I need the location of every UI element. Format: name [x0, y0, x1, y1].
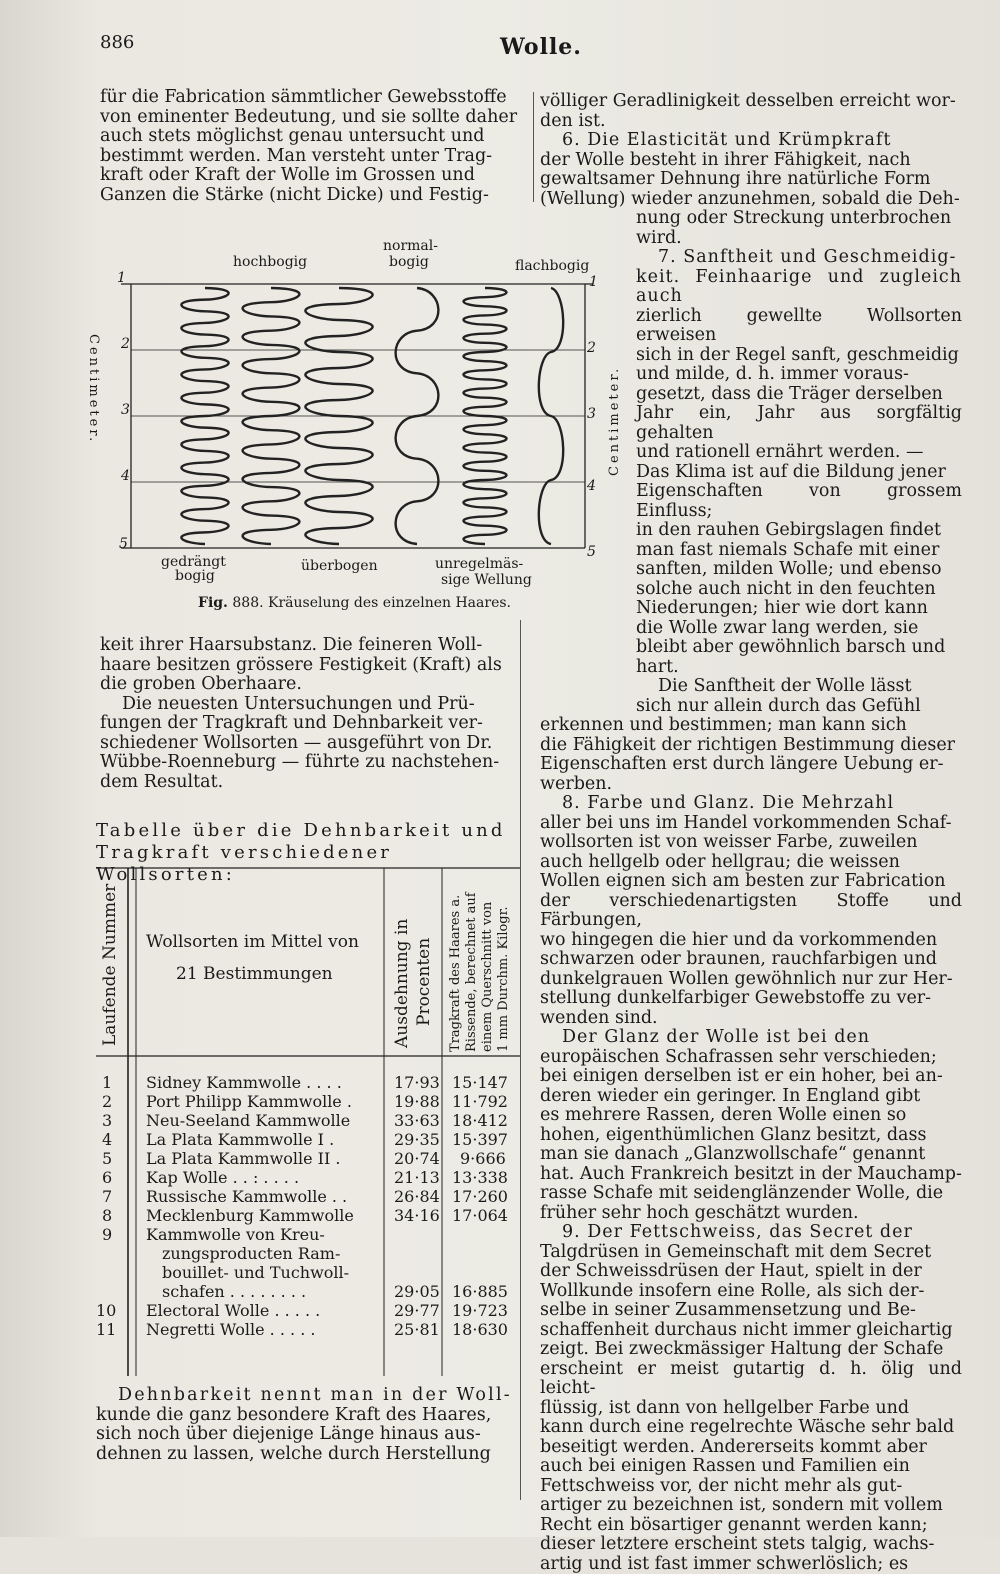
caption-text: 888. Kräuselung des einzelnen Haares. [232, 595, 511, 611]
text-line: stellung dunkelfarbiger Gewebstoffe zu ver- [540, 989, 962, 1009]
row-name: schafen . . . . . . . . [162, 1283, 306, 1301]
text-line: nung oder Streckung unterbrochen [636, 209, 962, 229]
row-tragkraft: 15·147 [452, 1074, 508, 1092]
text-line: dieser letztere erscheint stets talgig, wachs- [540, 1535, 962, 1555]
scale-number: 1 [589, 274, 598, 290]
label-flachbogig: flachbogig [515, 258, 589, 274]
wool-table [96, 866, 520, 1386]
centimeter-label-right: Centimeter. [607, 366, 622, 476]
text-line: auch stets möglichst genau untersucht und [100, 127, 525, 147]
scale-number: 2 [587, 340, 596, 356]
text-line: bei einigen derselben ist er ein hoher, bei an- [540, 1067, 962, 1087]
text-line: zierlich gewellte Wollsorten erweisen [636, 307, 962, 346]
text-line: artig und ist fast immer schwerlöslich; es [540, 1555, 962, 1574]
row-tragkraft: 18·630 [452, 1321, 508, 1339]
row-tragkraft: 9·666 [460, 1150, 506, 1168]
row-name: Electoral Wolle . . . . . [146, 1302, 320, 1320]
text-line: Fettschweiss vor, der nicht mehr als gut- [540, 1477, 962, 1497]
text-line: sanften, milden Wolle; und ebenso [636, 560, 962, 580]
text-line: kraft oder Kraft der Wolle im Grossen und [100, 166, 525, 186]
crimp-figure [95, 236, 615, 616]
text-line: schwarzen oder braunen, rauchfarbigen und [540, 950, 962, 970]
text-line: 8. Farbe und Glanz. Die Mehrzahl [540, 794, 962, 814]
text-line: werben. [540, 775, 962, 795]
header-laufende-nummer: Laufende Nummer [100, 884, 120, 1046]
centimeter-label-left: Centimeter. [86, 334, 101, 444]
row-dehnung: 29·77 [394, 1302, 440, 1320]
header-ausdehnung: Ausdehnung in [392, 919, 412, 1048]
header-tragkraft-3: einem Querschnitt von [480, 902, 495, 1052]
text-line: Der Glanz der Wolle ist bei den [540, 1028, 962, 1048]
row-num: 10 [96, 1302, 116, 1320]
text-line: artiger zu bezeichnen ist, sondern mit vollem [540, 1496, 962, 1516]
row-name: Mecklenburg Kammwolle [146, 1207, 354, 1225]
row-dehnung: 19·88 [394, 1093, 440, 1111]
text-line: die groben Oberhaare. [100, 675, 518, 695]
text-line: auch bei einigen Rassen und Familien ein [540, 1457, 962, 1477]
text-line: sich noch über diejenige Länge hinaus aus- [96, 1425, 514, 1445]
text-line: Wübbe-Roenneburg — führte zu nachstehen- [100, 753, 518, 773]
caption-prefix: Fig. [198, 595, 228, 611]
text-line: Eigenschaften von grossem Einfluss; [636, 482, 962, 521]
header-bestimmungen: 21 Bestimmungen [176, 964, 333, 984]
text-line: gewaltsamer Dehnung ihre natürliche Form [540, 170, 962, 190]
text-line: kunde die ganz besondere Kraft des Haares, [96, 1406, 514, 1426]
table-title-line: Tabelle über die Dehnbarkeit und [96, 820, 516, 842]
text-line: keit. Feinhaarige und zugleich auch [636, 268, 962, 307]
label-gedraengt-2: bogig [175, 568, 215, 584]
text-line: europäischen Schafrassen sehr verschieden; [540, 1048, 962, 1068]
row-num: 2 [102, 1093, 112, 1111]
text-line: hohen, eigenthümlichen Glanz besitzt, dass [540, 1126, 962, 1146]
row-dehnung: 25·81 [394, 1321, 440, 1339]
text-line: flüssig, ist dann von hellgelber Farbe und [540, 1399, 962, 1419]
text-line: von eminenter Bedeutung, und sie sollte daher [100, 108, 525, 128]
text-line: Ganzen die Stärke (nicht Dicke) und Festig- [100, 186, 525, 206]
header-wollsorten: Wollsorten im Mittel von [146, 932, 359, 952]
left-column-top [100, 88, 525, 205]
row-name: zungsproducten Ram- [162, 1245, 340, 1263]
text-line: früher sehr hoch geschätzt wurden. [540, 1204, 962, 1224]
text-line: es mehrere Rassen, deren Wolle einen so [540, 1106, 962, 1126]
running-title: Wolle. [500, 34, 582, 60]
row-name: Port Philipp Kammwolle . [146, 1093, 352, 1111]
row-num: 1 [102, 1074, 112, 1092]
row-name: Neu-Seeland Kammwolle [146, 1112, 350, 1130]
text-line: keit ihrer Haarsubstanz. Die feineren Woll- [100, 636, 518, 656]
text-line: (Wellung) wieder anzunehmen, sobald die Deh- [540, 190, 962, 210]
row-name: Kammwolle von Kreu- [146, 1226, 325, 1244]
text-line: sich nur allein durch das Gefühl [636, 697, 962, 717]
text-line: bestimmt werden. Man versteht unter Trag- [100, 147, 525, 167]
text-line: fungen der Tragkraft und Dehnbarkeit ver- [100, 714, 518, 734]
row-dehnung: 29·05 [394, 1283, 440, 1301]
text-line: Talgdrüsen in Gemeinschaft mit dem Secret [540, 1243, 962, 1263]
row-name: La Plata Kammwolle II . [146, 1150, 341, 1168]
row-num: 6 [102, 1169, 112, 1187]
text-line: sich in der Regel sanft, geschmeidig [636, 346, 962, 366]
row-num: 11 [96, 1321, 116, 1339]
text-line: dem Resultat. [100, 773, 518, 793]
row-name: Russische Kammwolle . . [146, 1188, 347, 1206]
text-line: aller bei uns im Handel vorkommenden Schaf- [540, 814, 962, 834]
row-dehnung: 17·93 [394, 1074, 440, 1092]
figure-caption [198, 595, 511, 611]
scale-number: 1 [117, 270, 126, 286]
text-line: 9. Der Fettschweiss, das Secret der [540, 1223, 962, 1243]
row-num: 3 [102, 1112, 112, 1130]
label-hochbogig: hochbogig [233, 254, 307, 270]
header-tragkraft-4: 1 mm Durchm. Kilogr. [496, 906, 511, 1052]
text-line: hat. Auch Frankreich besitzt in der Mauchamp- [540, 1165, 962, 1185]
text-line: den ist. [540, 112, 962, 132]
label-unregelmaessig: unregelmäs- [435, 556, 523, 572]
label-gedraengt: gedrängt [161, 554, 226, 570]
text-line: haare besitzen grössere Festigkeit (Kraft) als [100, 656, 518, 676]
text-line: dehnen zu lassen, welche durch Herstellung [96, 1445, 514, 1465]
scale-number: 3 [587, 406, 596, 422]
scale-number: 2 [121, 336, 130, 352]
text-line: wird. [636, 229, 962, 249]
row-name: Kap Wolle . . : . . . . [146, 1169, 299, 1187]
text-line: dunkelgrauen Wollen gewöhnlich nur zur Her- [540, 970, 962, 990]
text-line: selbe in seiner Zusammensetzung und Be- [540, 1301, 962, 1321]
row-dehnung: 20·74 [394, 1150, 440, 1168]
text-line: wo hingegen die hier und da vorkommenden [540, 931, 962, 951]
header-tragkraft-2: Rissende, berechnet auf [464, 892, 479, 1052]
text-line: in den rauhen Gebirgslagen findet [636, 521, 962, 541]
row-name: Negretti Wolle . . . . . [146, 1321, 315, 1339]
row-name: bouillet- und Tuchwoll- [162, 1264, 349, 1282]
row-num: 8 [102, 1207, 112, 1225]
row-dehnung: 26·84 [394, 1188, 440, 1206]
text-line: 6. Die Elasticität und Krümpkraft [540, 131, 962, 151]
label-normal: normal- [383, 238, 438, 254]
scale-number: 3 [121, 402, 130, 418]
row-tragkraft: 11·792 [452, 1093, 508, 1111]
text-line: Jahr ein, Jahr aus sorgfältig gehalten [636, 404, 962, 443]
label-ueberbogen: überbogen [301, 558, 378, 574]
text-line: wenden sind. [540, 1009, 962, 1029]
text-line: Wollen eignen sich am besten zur Fabrication [540, 872, 962, 892]
text-line: Die neuesten Untersuchungen und Prü- [100, 695, 518, 715]
text-line: schaffenheit durchaus nicht immer gleichartig [540, 1321, 962, 1341]
table-title-line: Tragkraft verschiedener Wollsorten: [96, 842, 516, 886]
text-line: bleibt aber gewöhnlich barsch und [636, 638, 962, 658]
text-line: und milde, d. h. immer voraus- [636, 365, 962, 385]
row-dehnung: 33·63 [394, 1112, 440, 1130]
text-line: man sie danach „Glanzwollschafe“ genannt [540, 1145, 962, 1165]
scale-number: 4 [587, 478, 596, 494]
text-line: Eigenschaften erst durch längere Uebung er- [540, 755, 962, 775]
text-line: die Wolle zwar lang werden, sie [636, 619, 962, 639]
row-dehnung: 29·35 [394, 1131, 440, 1149]
row-tragkraft: 17·260 [452, 1188, 508, 1206]
text-line: beseitigt werden. Andererseits kommt aber [540, 1438, 962, 1458]
header-tragkraft-1: Tragkraft des Haares a. [448, 895, 463, 1052]
text-line: deren wieder ein geringer. In England gibt [540, 1087, 962, 1107]
left-column-middle [100, 636, 518, 792]
text-line: wollsorten ist von weisser Farbe, zuweilen [540, 833, 962, 853]
text-line: auch hellgelb oder hellgrau; die weissen [540, 853, 962, 873]
row-num: 4 [102, 1131, 112, 1149]
text-line: hart. [636, 658, 962, 678]
row-tragkraft: 16·885 [452, 1283, 508, 1301]
column-divider-top [533, 92, 534, 202]
page-number: 886 [100, 32, 134, 53]
text-line: Recht ein bösartiger genannt werden kann; [540, 1516, 962, 1536]
left-column-bottom [96, 1386, 514, 1464]
text-line: der Schweissdrüsen der Haut, spielt in der [540, 1262, 962, 1282]
text-line: schiedener Wollsorten — ausgeführt von Dr. [100, 734, 518, 754]
text-line: und rationell ernährt werden. — [636, 443, 962, 463]
text-line: Die Sanftheit der Wolle lässt [636, 677, 962, 697]
label-normal-2: bogig [389, 254, 429, 270]
text-line: gesetzt, dass die Träger derselben [636, 385, 962, 405]
scale-number: 5 [587, 544, 596, 560]
row-num: 5 [102, 1150, 112, 1168]
row-tragkraft: 18·412 [452, 1112, 508, 1130]
text-line: der verschiedenartigsten Stoffe und Färbungen, [540, 892, 962, 931]
text-line: kann durch eine regelrechte Wäsche sehr bald [540, 1418, 962, 1438]
text-line: rasse Schafe mit seidenglänzender Wolle, die [540, 1184, 962, 1204]
text-line: Das Klima ist auf die Bildung jener [636, 463, 962, 483]
scale-number: 5 [119, 536, 128, 552]
row-tragkraft: 17·064 [452, 1207, 508, 1225]
text-line: Wollkunde insofern eine Rolle, als sich der- [540, 1282, 962, 1302]
text-line: der Wolle besteht in ihrer Fähigkeit, nach [540, 151, 962, 171]
row-name: Sidney Kammwolle . . . . [146, 1074, 342, 1092]
text-line: für die Fabrication sämmtlicher Gewebsstoffe [100, 88, 525, 108]
column-divider [520, 620, 521, 1500]
scale-number: 4 [121, 468, 130, 484]
row-tragkraft: 13·338 [452, 1169, 508, 1187]
row-tragkraft: 15·397 [452, 1131, 508, 1149]
row-dehnung: 34·16 [394, 1207, 440, 1225]
label-unregelmaessig-2: sige Wellung [441, 572, 532, 588]
text-line: die Fähigkeit der richtigen Bestimmung dieser [540, 736, 962, 756]
crimp-diagram [95, 236, 615, 596]
row-num: 7 [102, 1188, 112, 1206]
text-line: 7. Sanftheit und Geschmeidig- [636, 248, 962, 268]
text-line: solche auch nicht in den feuchten [636, 580, 962, 600]
text-line: zeigt. Bei zweckmässiger Haltung der Schafe [540, 1340, 962, 1360]
text-line: völliger Geradlinigkeit desselben erreicht wor- [540, 92, 962, 112]
header-procenten: Procenten [414, 938, 434, 1026]
text-line: erscheint er meist gutartig d. h. ölig und leicht- [540, 1360, 962, 1399]
text-line: man fast niemals Schafe mit einer [636, 541, 962, 561]
right-column [540, 92, 962, 1574]
row-name: La Plata Kammwolle I . [146, 1131, 334, 1149]
row-num: 9 [102, 1226, 112, 1244]
text-line: erkennen und bestimmen; man kann sich [540, 716, 962, 736]
text-line: Dehnbarkeit nennt man in der Woll- [96, 1386, 514, 1406]
row-tragkraft: 19·723 [452, 1302, 508, 1320]
row-dehnung: 21·13 [394, 1169, 440, 1187]
text-line: Niederungen; hier wie dort kann [636, 599, 962, 619]
